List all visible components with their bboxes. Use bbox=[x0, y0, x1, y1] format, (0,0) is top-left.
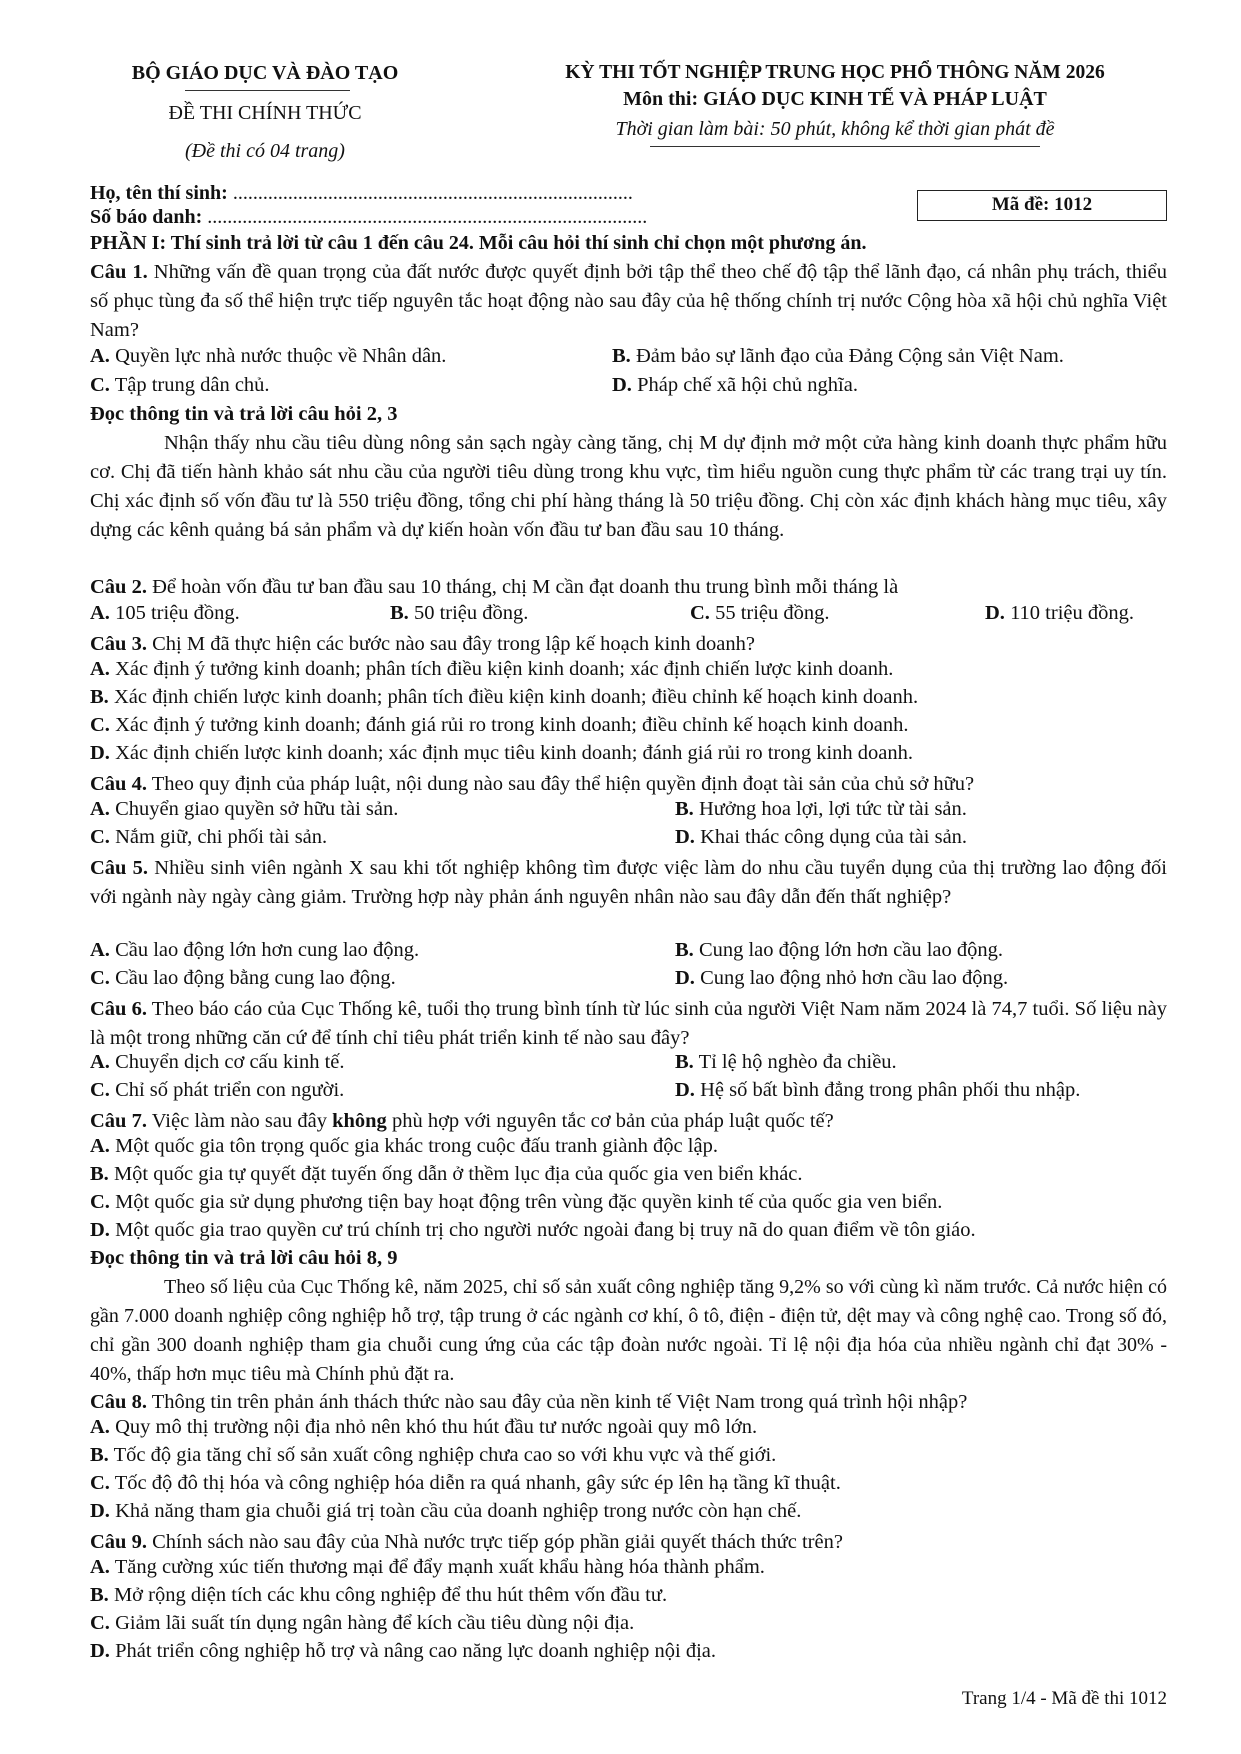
question-1 bbox=[90, 258, 1167, 345]
option-letter: A. bbox=[90, 602, 110, 624]
option-letter: D. bbox=[675, 967, 695, 989]
question-text: Chị M đã thực hiện các bước nào sau đây trong lập kế hoạch kinh doanh? bbox=[152, 633, 755, 655]
question-label: Câu 2. bbox=[90, 576, 147, 598]
exam-subject: Môn thi: GIÁO DỤC KINH TẾ VÀ PHÁP LUẬT bbox=[623, 88, 1047, 110]
option-letter: B. bbox=[90, 1163, 109, 1185]
option-text: Mở rộng diện tích các khu công nghiệp để thu hút thêm vốn đầu tư. bbox=[113, 1584, 668, 1606]
option-text: Một quốc gia tôn trọng quốc gia khác trong cuộc đấu tranh giành độc lập. bbox=[115, 1135, 718, 1157]
q4-option-a bbox=[90, 798, 398, 821]
option-text: Chuyển dịch cơ cấu kinh tế. bbox=[115, 1051, 345, 1073]
q5-option-c bbox=[90, 967, 396, 990]
option-text: Hưởng hoa lợi, lợi tức từ tài sản. bbox=[698, 798, 967, 820]
candidate-name-blank: ................................................................................ bbox=[232, 182, 633, 204]
question-text-cont: phù hợp với nguyên tắc cơ bản của pháp luật quốc tế? bbox=[391, 1110, 834, 1132]
q6-option-c bbox=[90, 1079, 344, 1102]
q8-option-d bbox=[90, 1500, 801, 1523]
q3-option-c bbox=[90, 714, 908, 737]
pages-note: (Đề thi có 04 trang) bbox=[185, 140, 345, 162]
option-text: Xác định ý tưởng kinh doanh; phân tích điều kiện kinh doanh; xác định chiến lược kinh doanh. bbox=[115, 658, 894, 680]
question-label: Câu 4. bbox=[90, 773, 147, 795]
exam-time: Thời gian làm bài: 50 phút, không kể thời gian phát đề bbox=[615, 118, 1055, 140]
q9-option-b bbox=[90, 1584, 667, 1607]
option-letter: D. bbox=[675, 826, 695, 848]
q7-option-b bbox=[90, 1163, 803, 1186]
q4-option-b bbox=[675, 798, 967, 821]
ministry-underline bbox=[185, 90, 350, 91]
option-letter: B. bbox=[90, 1584, 109, 1606]
option-letter: B. bbox=[612, 345, 631, 367]
option-text: Phát triển công nghiệp hỗ trợ và nâng cao năng lực doanh nghiệp nội địa. bbox=[115, 1640, 716, 1662]
option-text: Tốc độ đô thị hóa và công nghiệp hóa diễn ra quá nhanh, gây sức ép lên hạ tầng kĩ thuật. bbox=[114, 1472, 841, 1494]
option-text: Tỉ lệ hộ nghèo đa chiều. bbox=[698, 1051, 897, 1073]
option-text: Khả năng tham gia chuỗi giá trị toàn cầu của doanh nghiệp trong nước còn hạn chế. bbox=[115, 1500, 802, 1522]
question-label: Câu 6. bbox=[90, 998, 147, 1020]
option-text: 110 triệu đồng. bbox=[1010, 602, 1134, 624]
option-letter: C. bbox=[90, 1472, 110, 1494]
q8-option-a bbox=[90, 1416, 757, 1439]
question-6 bbox=[90, 995, 1167, 1053]
q6-option-a bbox=[90, 1051, 345, 1074]
option-letter: C. bbox=[90, 374, 110, 396]
candidate-id-line bbox=[90, 206, 647, 229]
option-letter: A. bbox=[90, 939, 110, 961]
option-letter: D. bbox=[985, 602, 1005, 624]
option-letter: D. bbox=[612, 374, 632, 396]
option-text: Pháp chế xã hội chủ nghĩa. bbox=[637, 374, 858, 396]
option-letter: C. bbox=[90, 967, 110, 989]
page-footer: Trang 1/4 - Mã đề thi 1012 bbox=[961, 1688, 1167, 1709]
option-letter: C. bbox=[90, 826, 110, 848]
option-text: Quyền lực nhà nước thuộc về Nhân dân. bbox=[115, 345, 447, 367]
q5-option-d bbox=[675, 967, 1008, 990]
option-letter: B. bbox=[90, 1444, 109, 1466]
option-text: Tăng cường xúc tiến thương mại để đẩy mạnh xuất khẩu hàng hóa thành phẩm. bbox=[114, 1556, 765, 1578]
q7-option-a bbox=[90, 1135, 718, 1158]
question-label: Câu 1. bbox=[90, 261, 148, 283]
option-text: Chuyển giao quyền sở hữu tài sản. bbox=[115, 798, 399, 820]
option-letter: A. bbox=[90, 1416, 110, 1438]
question-text: Để hoàn vốn đầu tư ban đầu sau 10 tháng, chị M cần đạt doanh thu trung bình mỗi tháng là bbox=[152, 576, 899, 598]
option-letter: C. bbox=[90, 1191, 110, 1213]
option-text: Xác định ý tưởng kinh doanh; đánh giá rủi ro trong kinh doanh; điều chỉnh kế hoạch kinh doanh. bbox=[115, 714, 909, 736]
q2-option-a bbox=[90, 602, 240, 625]
option-letter: D. bbox=[675, 1079, 695, 1101]
option-text: Xác định chiến lược kinh doanh; phân tích điều kiện kinh doanh; điều chỉnh kế hoạch kinh doanh. bbox=[113, 686, 919, 708]
option-letter: A. bbox=[90, 345, 110, 367]
q8-option-c bbox=[90, 1472, 841, 1495]
q1-option-a bbox=[90, 345, 446, 368]
option-letter: B. bbox=[90, 686, 109, 708]
exam-title: KỲ THI TỐT NGHIỆP TRUNG HỌC PHỔ THÔNG NĂM 2026 bbox=[565, 62, 1105, 83]
part1-heading: PHẦN I: Thí sinh trả lời từ câu 1 đến câu 24. Mỗi câu hỏi thí sinh chỉ chọn một phương án. bbox=[90, 232, 867, 254]
q1-option-b bbox=[612, 345, 1064, 368]
question-7 bbox=[90, 1107, 1167, 1136]
q9-option-a bbox=[90, 1556, 765, 1579]
question-emphasis: không bbox=[332, 1110, 387, 1132]
q4-option-d bbox=[675, 826, 967, 849]
question-label: Câu 8. bbox=[90, 1391, 147, 1413]
option-letter: C. bbox=[90, 1612, 110, 1634]
question-2 bbox=[90, 573, 1167, 602]
option-letter: B. bbox=[675, 1051, 694, 1073]
q1-option-d bbox=[612, 374, 858, 397]
option-text: Một quốc gia sử dụng phương tiện bay hoạt động trên vùng đặc quyền kinh tế của quốc gia ven biển. bbox=[115, 1191, 943, 1213]
option-letter: D. bbox=[90, 742, 110, 764]
option-text: Chỉ số phát triển con người. bbox=[115, 1079, 345, 1101]
question-text: Việc làm nào sau đây bbox=[151, 1110, 327, 1132]
question-8 bbox=[90, 1388, 1167, 1417]
q3-option-b bbox=[90, 686, 918, 709]
option-letter: C. bbox=[90, 1079, 110, 1101]
question-3 bbox=[90, 630, 1167, 659]
option-text: Đảm bảo sự lãnh đạo của Đảng Cộng sản Việt Nam. bbox=[635, 345, 1064, 367]
option-letter: D. bbox=[90, 1500, 110, 1522]
reading-8-9-text: Theo số liệu của Cục Thống kê, năm 2025, chỉ số sản xuất công nghiệp tăng 9,2% so với cùng kì năm trước. Cả nước hiện có gần 7.000 doanh nghiệp công nghiệp hỗ trợ, tập trung ở các ngành cơ khí, ô tô, điện - điện tử, dệt may và công nghệ cao. Trong số đó, chỉ gần 300 doanh nghiệp tham gia chuỗi cung ứng của các tập đoàn nước ngoài. Tỉ lệ nội địa hóa của nhiều ngành chỉ đạt 30% - 40%, thấp hơn mục tiêu mà Chính phủ đặt ra. bbox=[90, 1276, 1167, 1385]
option-text: Cầu lao động lớn hơn cung lao động. bbox=[115, 939, 420, 961]
q8-option-b bbox=[90, 1444, 776, 1467]
option-text: Giảm lãi suất tín dụng ngân hàng để kích cầu tiêu dùng nội địa. bbox=[115, 1612, 635, 1634]
option-letter: B. bbox=[390, 602, 409, 624]
q5-option-a bbox=[90, 939, 419, 962]
option-text: Nắm giữ, chi phối tài sản. bbox=[115, 826, 328, 848]
question-text: Thông tin trên phản ánh thách thức nào sau đây của nền kinh tế Việt Nam trong quá trình hội nhập? bbox=[151, 1391, 968, 1413]
q2-option-b bbox=[390, 602, 528, 625]
q7-option-d bbox=[90, 1219, 976, 1242]
option-letter: A. bbox=[90, 658, 110, 680]
option-text: Cung lao động lớn hơn cầu lao động. bbox=[698, 939, 1004, 961]
q2-option-d bbox=[985, 602, 1134, 625]
option-letter: D. bbox=[90, 1640, 110, 1662]
question-label: Câu 7. bbox=[90, 1110, 147, 1132]
q6-option-d bbox=[675, 1079, 1080, 1102]
question-text: Chính sách nào sau đây của Nhà nước trực tiếp góp phần giải quyết thách thức trên? bbox=[152, 1531, 843, 1553]
option-text: Tốc độ gia tăng chỉ số sản xuất công nghiệp chưa cao so với khu vực và thế giới. bbox=[113, 1444, 777, 1466]
option-text: Xác định chiến lược kinh doanh; xác định mục tiêu kinh doanh; đánh giá rủi ro trong kinh doanh. bbox=[115, 742, 913, 764]
question-label: Câu 3. bbox=[90, 633, 147, 655]
option-text: Hệ số bất bình đẳng trong phân phối thu nhập. bbox=[700, 1079, 1081, 1101]
time-underline bbox=[650, 146, 1040, 147]
q7-option-c bbox=[90, 1191, 942, 1214]
question-text: Theo quy định của pháp luật, nội dung nào sau đây thể hiện quyền định đoạt tài sản của chủ sở hữu? bbox=[151, 773, 975, 795]
option-letter: B. bbox=[675, 939, 694, 961]
q4-option-c bbox=[90, 826, 327, 849]
option-text: Một quốc gia tự quyết đặt tuyến ống dẫn ở thềm lục địa của quốc gia ven biển khác. bbox=[113, 1163, 803, 1185]
option-letter: B. bbox=[675, 798, 694, 820]
option-text: Cầu lao động bằng cung lao động. bbox=[115, 967, 396, 989]
reading-2-3-text: Nhận thấy nhu cầu tiêu dùng nông sản sạch ngày càng tăng, chị M dự định mở một cửa hàng kinh doanh thực phẩm hữu cơ. Chị đã tiến hành khảo sát nhu cầu của người tiêu dùng trong khu vực, tìm hiểu nguồn cung thực phẩm từ các trang trại uy tín. Chị xác định số vốn đầu tư là 550 triệu đồng, tổng chi phí hàng tháng là 50 triệu đồng. Chị còn xác định khách hàng mục tiêu, xây dựng các kênh quảng bá sản phẩm và dự kiến hoàn vốn đầu tư ban đầu sau 10 tháng. bbox=[90, 432, 1167, 541]
q9-option-d bbox=[90, 1640, 716, 1663]
option-letter: A. bbox=[90, 1556, 110, 1578]
candidate-id-blank: ........................................................................................ bbox=[207, 206, 648, 228]
option-letter: D. bbox=[90, 1219, 110, 1241]
option-text: Một quốc gia trao quyền cư trú chính trị cho người nước ngoài đang bị truy nã do quan điểm về tôn giáo. bbox=[115, 1219, 976, 1241]
official-exam-label: ĐỀ THI CHÍNH THỨC bbox=[168, 102, 362, 124]
option-text: 50 triệu đồng. bbox=[413, 602, 529, 624]
candidate-name-label: Họ, tên thí sinh: bbox=[90, 182, 228, 204]
option-text: Tập trung dân chủ. bbox=[114, 374, 270, 396]
option-text: Khai thác công dụng của tài sản. bbox=[700, 826, 968, 848]
option-text: 55 triệu đồng. bbox=[715, 602, 830, 624]
q5-option-b bbox=[675, 939, 1003, 962]
option-letter: A. bbox=[90, 1135, 110, 1157]
question-label: Câu 9. bbox=[90, 1531, 147, 1553]
question-5 bbox=[90, 854, 1167, 912]
option-text: Cung lao động nhỏ hơn cầu lao động. bbox=[700, 967, 1009, 989]
question-label: Câu 5. bbox=[90, 857, 149, 879]
option-letter: A. bbox=[90, 1051, 110, 1073]
option-text: Quy mô thị trường nội địa nhỏ nên khó thu hút đầu tư nước ngoài quy mô lớn. bbox=[115, 1416, 758, 1438]
ministry-name: BỘ GIÁO DỤC VÀ ĐÀO TẠO bbox=[131, 62, 399, 84]
exam-code-box: Mã đề: 1012 bbox=[917, 190, 1167, 221]
question-text: Nhiều sinh viên ngành X sau khi tốt nghiệp không tìm được việc làm do nhu cầu tuyển dụng của thị trường lao động đối với ngành này ngày càng giảm. Trường hợp này phản ánh nguyên nhân nào sau đây dẫn đến thất nghiệp? bbox=[90, 857, 1167, 908]
q1-option-c bbox=[90, 374, 270, 397]
option-letter: A. bbox=[90, 798, 110, 820]
q3-option-a bbox=[90, 658, 893, 681]
option-letter: C. bbox=[690, 602, 710, 624]
option-letter: C. bbox=[90, 714, 110, 736]
reading-2-3-title: Đọc thông tin và trả lời câu hỏi 2, 3 bbox=[90, 403, 398, 425]
q3-option-d bbox=[90, 742, 913, 765]
candidate-name-line bbox=[90, 182, 633, 205]
question-text: Theo báo cáo của Cục Thống kê, tuổi thọ trung bình tính từ lúc sinh của người Việt Nam năm 2024 là 74,7 tuổi. Số liệu này là một trong những căn cứ để tính chỉ tiêu phát triển kinh tế nào sau đây? bbox=[90, 998, 1167, 1049]
q9-option-c bbox=[90, 1612, 634, 1635]
q2-option-c bbox=[690, 602, 830, 625]
question-text: Những vấn đề quan trọng của đất nước được quyết định bởi tập thể theo chế độ tập thể lãnh đạo, cá nhân phụ trách, thiểu số phục tùng đa số thể hiện trực tiếp nguyên tắc hoạt động nào sau đây của hệ thống chính trị nước Cộng hòa xã hội chủ nghĩa Việt Nam? bbox=[90, 261, 1167, 341]
q6-option-b bbox=[675, 1051, 897, 1074]
option-text: 105 triệu đồng. bbox=[115, 602, 240, 624]
candidate-id-label: Số báo danh: bbox=[90, 206, 203, 228]
question-4 bbox=[90, 770, 1167, 799]
question-9 bbox=[90, 1528, 1167, 1557]
reading-8-9-title: Đọc thông tin và trả lời câu hỏi 8, 9 bbox=[90, 1247, 398, 1269]
